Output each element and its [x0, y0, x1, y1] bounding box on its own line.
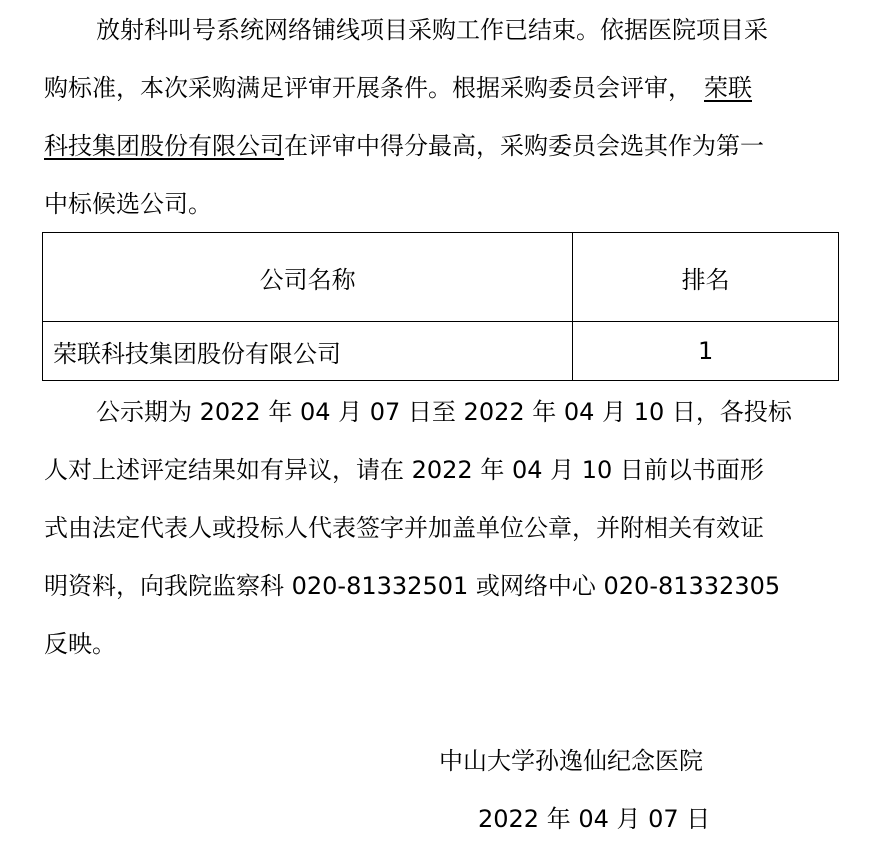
cell-rank: 1 — [573, 322, 839, 381]
para1-line2 — [44, 72, 834, 104]
para1-line3 — [44, 130, 834, 162]
para1-line4: 中标候选公司。 — [44, 190, 212, 218]
para2-line2: 人对上述评定结果如有异议，请在 2022 年 04 月 10 日前以书面形 — [44, 456, 764, 484]
para2-line1: 公示期为 2022 年 04 月 07 日至 2022 年 04 月 10 日，各投标 — [96, 398, 792, 426]
table-row — [43, 322, 839, 381]
header-company-name: 公司名称 — [43, 233, 573, 322]
table-header-row — [43, 233, 839, 322]
result-table — [42, 232, 839, 381]
signature-date: 2022 年 04 月 07 日 — [478, 805, 711, 833]
para2-line3: 式由法定代表人或投标人代表签字并加盖单位公章，并附相关有效证 — [44, 514, 764, 542]
para1-line2-text: 购标准，本次采购满足评审开展条件。根据采购委员会评审， — [44, 74, 692, 102]
para1-line3-text: 在评审中得分最高，采购委员会选其作为第一 — [284, 132, 764, 160]
para2-line5: 反映。 — [44, 630, 116, 658]
header-rank: 排名 — [573, 233, 839, 322]
para2-line4: 明资料，向我院监察科 020-81332501 或网络中心 020-81332305 — [44, 572, 781, 600]
para1-line1: 放射科叫号系统网络铺线项目采购工作已结束。依据医院项目采 — [96, 16, 768, 44]
winning-company-part1: 荣联 — [704, 74, 752, 102]
signature-organization: 中山大学孙逸仙纪念医院 — [439, 747, 703, 775]
cell-company-name: 荣联科技集团股份有限公司 — [43, 322, 573, 381]
winning-company-part2: 科技集团股份有限公司 — [44, 132, 284, 160]
